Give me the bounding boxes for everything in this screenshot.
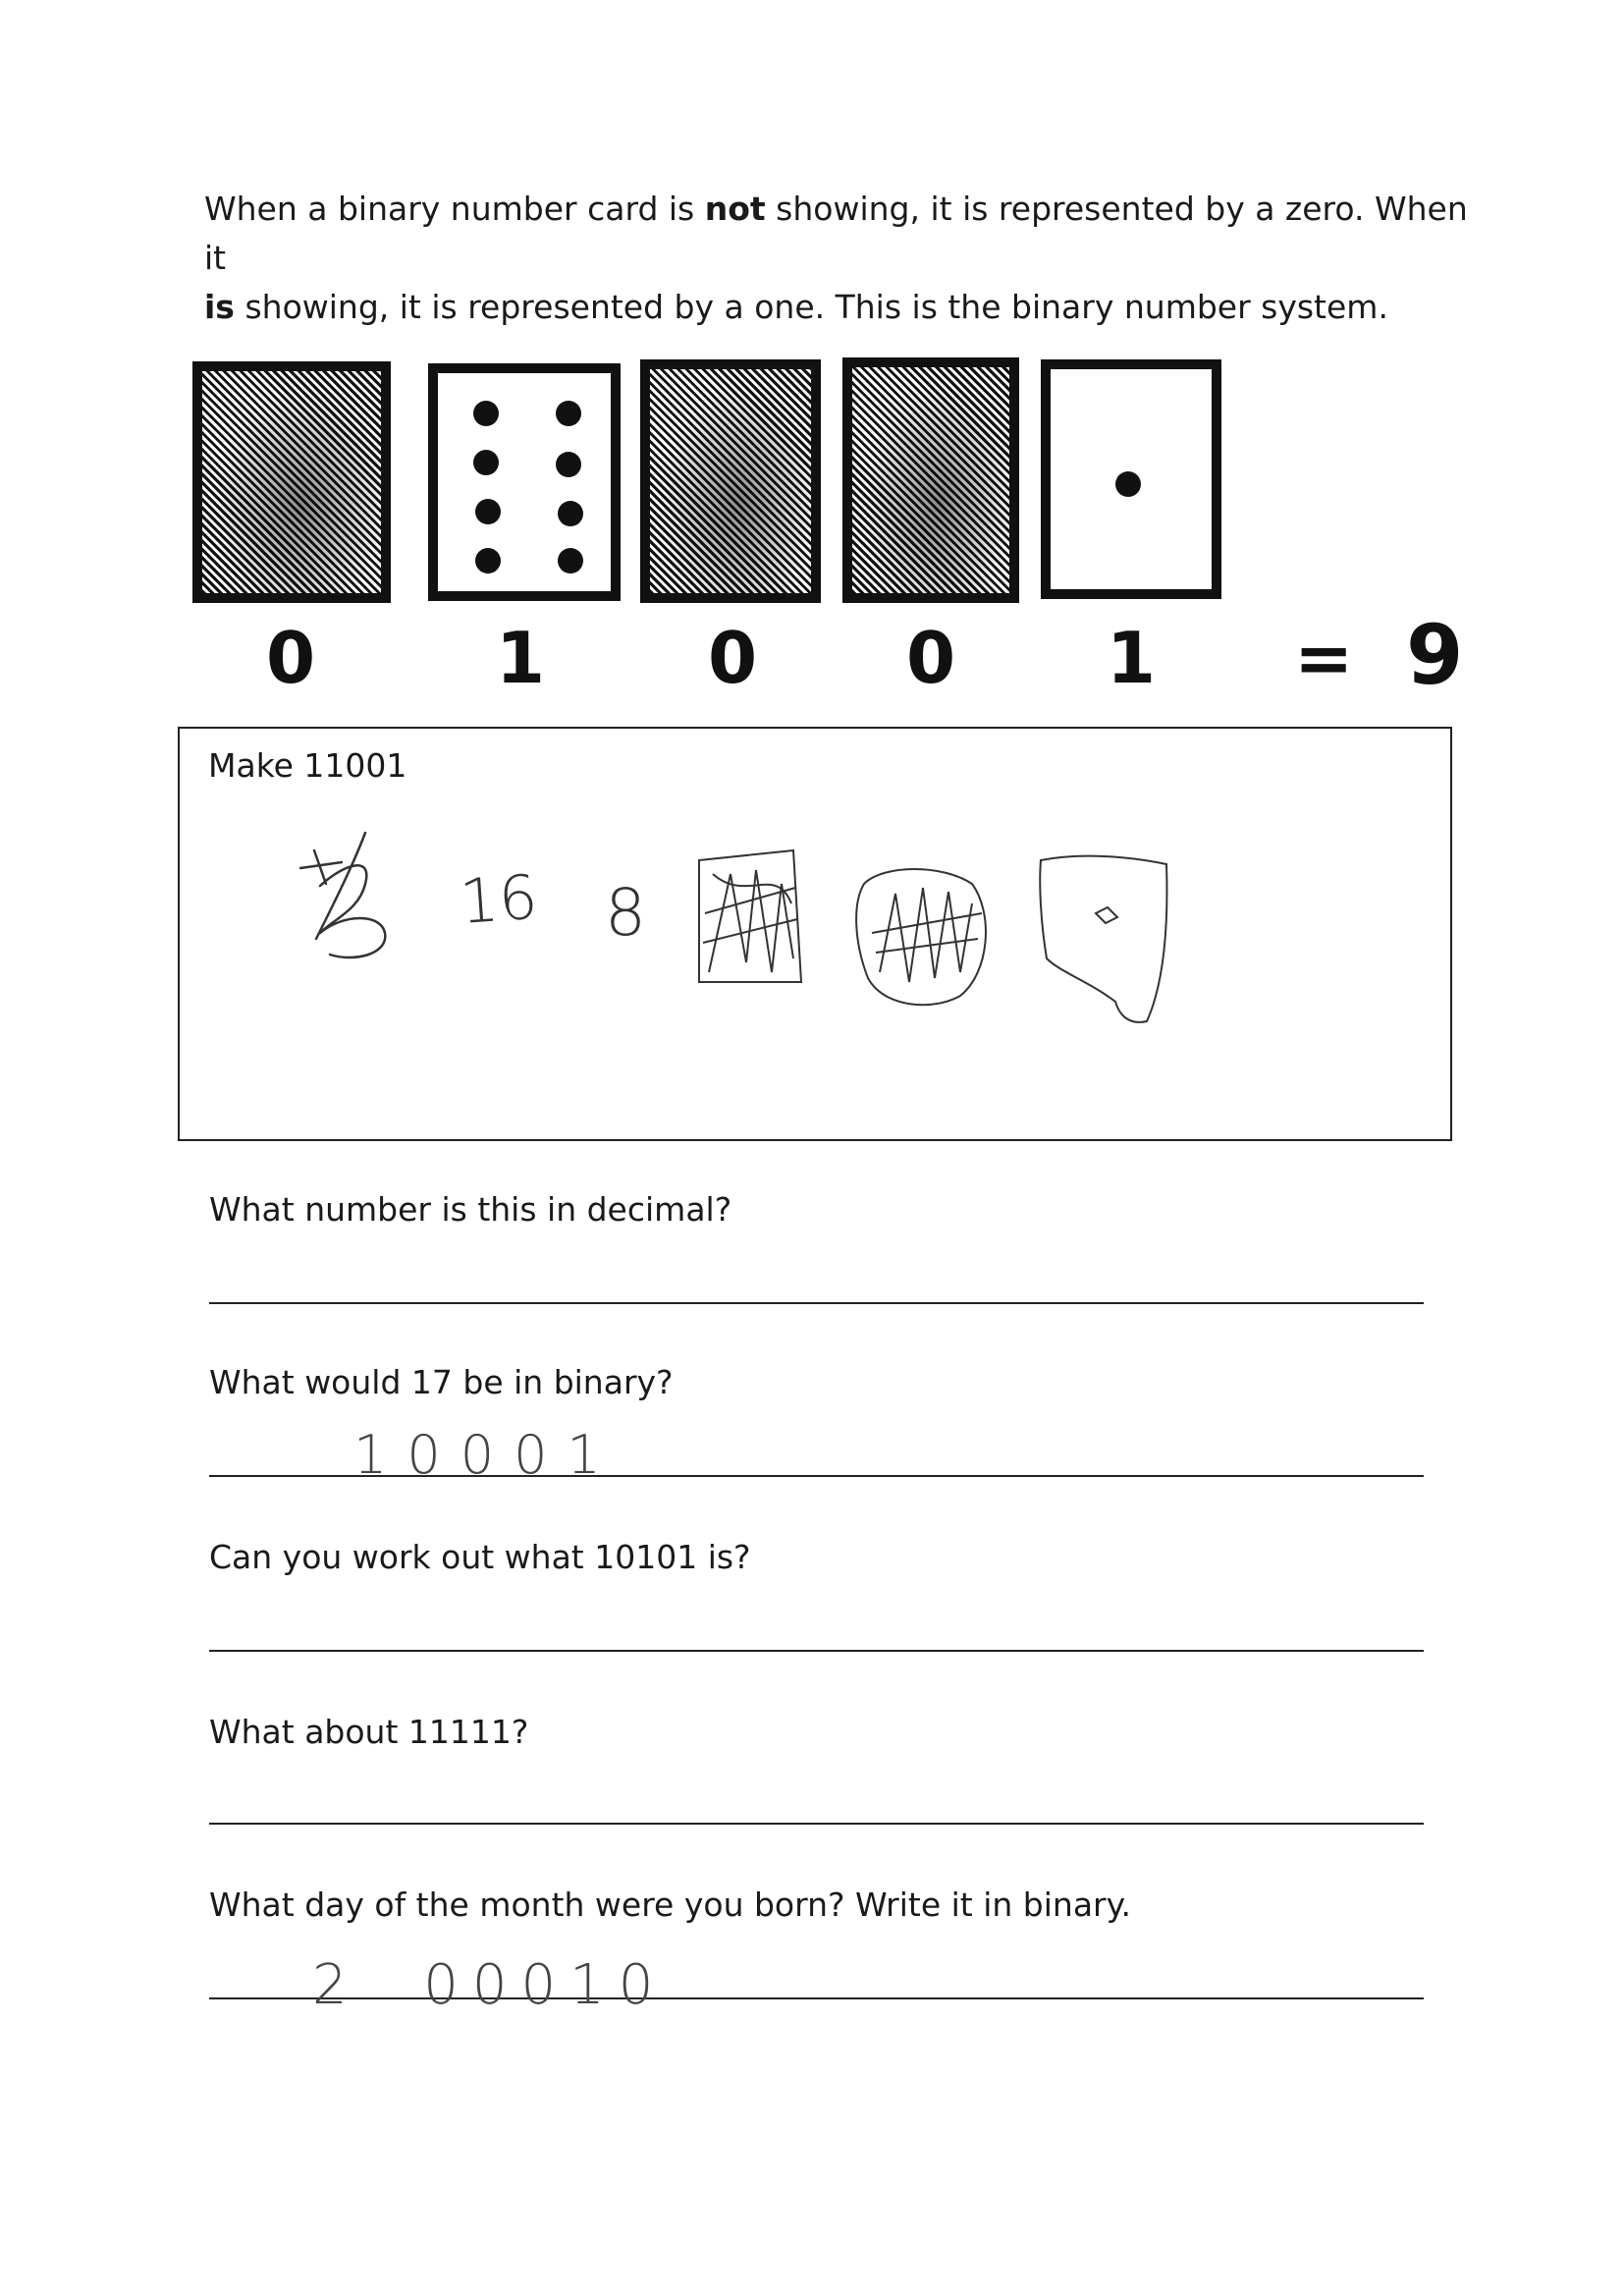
answer-q2: 10001 (353, 1424, 621, 1486)
intro-bold-is: is (204, 288, 235, 326)
bit-digit: 0 (265, 617, 316, 699)
intro-line1-a: When a binary number card is (204, 190, 705, 228)
question-3: Can you work out what 10101 is? (209, 1538, 751, 1576)
bit-digit: 1 (1106, 617, 1157, 699)
question-5: What day of the month were you born? Write it in binary. (209, 1886, 1131, 1924)
bit-digit: 0 (905, 617, 956, 699)
decimal-result: 9 (1406, 607, 1464, 703)
question-2: What would 17 be in binary? (209, 1363, 674, 1401)
question-4: What about 11111? (209, 1713, 529, 1751)
intro-line1-b: showing, it is represented by a zero. When it (204, 190, 1468, 277)
intro-line2-b: showing, it is represented by a one. This is the binary number system. (234, 288, 1388, 326)
intro-bold-not: not (704, 190, 766, 228)
bit-digit: 1 (495, 617, 546, 699)
make-label: Make 11001 (208, 746, 407, 785)
answer-q5: 2 00010 (312, 1953, 668, 2017)
handwritten-16: 16 (457, 860, 540, 938)
question-1: What number is this in decimal? (209, 1190, 732, 1229)
equals-sign: = (1294, 617, 1354, 699)
bit-digit: 0 (707, 617, 758, 699)
handwritten-8: 8 (605, 875, 646, 951)
